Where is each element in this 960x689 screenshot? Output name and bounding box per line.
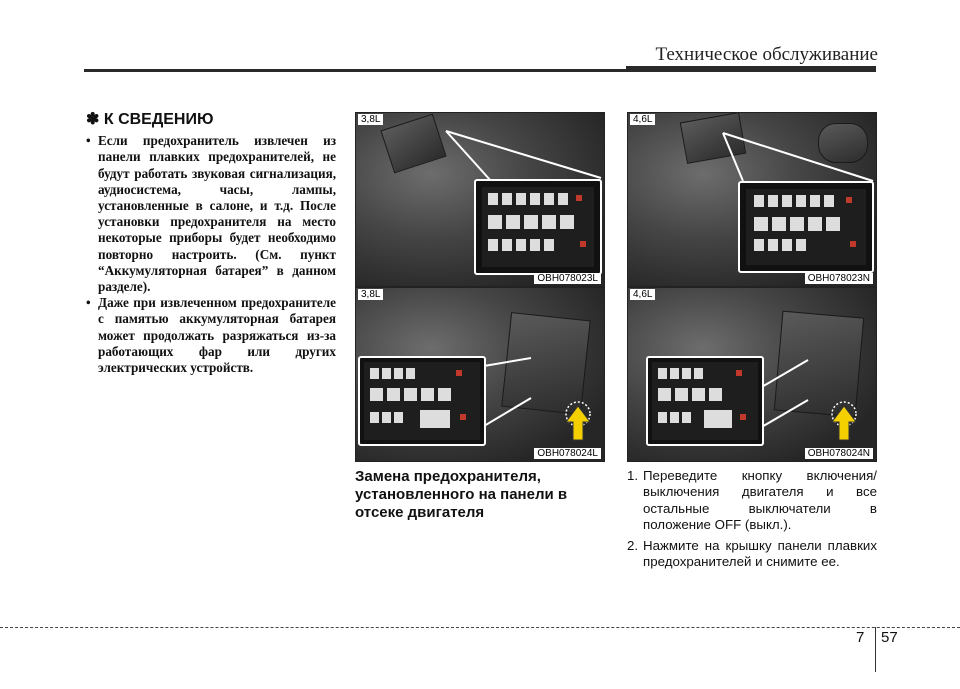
header-title: Техническое обслуживание [655, 44, 878, 65]
footer-divider [875, 627, 876, 672]
step-text: Переведите кнопку включения/выключения двигателя и все остальные выключатели в положение OFF (выкл.). [643, 468, 877, 533]
engine-photo-fuse-panel-open [355, 287, 605, 462]
engine-tag: 3,8L [358, 289, 383, 300]
arrow-up-icon [826, 400, 862, 444]
image-code: OBH078023N [805, 273, 873, 284]
image-code: OBH078023L [534, 273, 601, 284]
engine-photo-fuse-panel-cover [355, 112, 605, 287]
fuse-grid-icon [740, 183, 872, 271]
note-heading: ✽ К СВЕДЕНИЮ [86, 111, 214, 128]
engine-tag: 3,8L [358, 114, 383, 125]
step-number: 1. [627, 468, 639, 483]
engine-photo-fuse-panel-open [627, 287, 877, 462]
fuse-grid-icon [648, 358, 762, 444]
bullet-icon: • [86, 295, 91, 311]
footer-rule [0, 627, 960, 628]
note-item-text: Даже при извлеченном предохранителе с памятью аккумуляторная батарея может продолжать разряжаться из-за работающих фар или других электрических устройств. [98, 295, 336, 376]
instruction-steps [627, 468, 877, 574]
image-code: OBH078024N [805, 448, 873, 459]
fuse-panel-inset [358, 356, 486, 446]
note-item [86, 295, 336, 376]
fuse-panel-inset [646, 356, 764, 446]
step-item [627, 538, 877, 571]
image-code: OBH078024L [534, 448, 601, 459]
info-note [86, 112, 336, 376]
note-item-text: Если предохранитель извлечен из панели плавких предохранителей, не будут работать звуковая сигнализация, аудиосистема, часы, лампы, установленные в салоне, и т.д. После установки предохранителя на место некоторые приборы будет необходимо повторно настроить. (См. пункт “Аккумуляторная батарея” в данном разделе). [98, 133, 336, 295]
engine-tag: 4,6L [630, 289, 655, 300]
section-title: Замена предохранителя, установленного на панели в отсеке двигателя [355, 468, 568, 521]
step-item [627, 468, 877, 534]
chapter-number: 7 [856, 629, 865, 646]
fuse-grid-icon [476, 181, 600, 273]
fuse-grid-icon [360, 358, 484, 444]
header-rule [84, 69, 876, 72]
arrow-up-icon [560, 400, 596, 444]
engine-tag: 4,6L [630, 114, 655, 125]
page-number: 57 [881, 629, 898, 646]
fuse-panel-inset [474, 179, 602, 275]
engine-photo-fuse-panel-cover [627, 112, 877, 287]
step-number: 2. [627, 537, 639, 553]
note-item [86, 133, 336, 295]
step-text: Нажмите на крышку панели плавких предохранителей и снимите ее. [643, 537, 877, 570]
fuse-panel-inset [738, 181, 874, 273]
bullet-icon: • [86, 133, 91, 149]
